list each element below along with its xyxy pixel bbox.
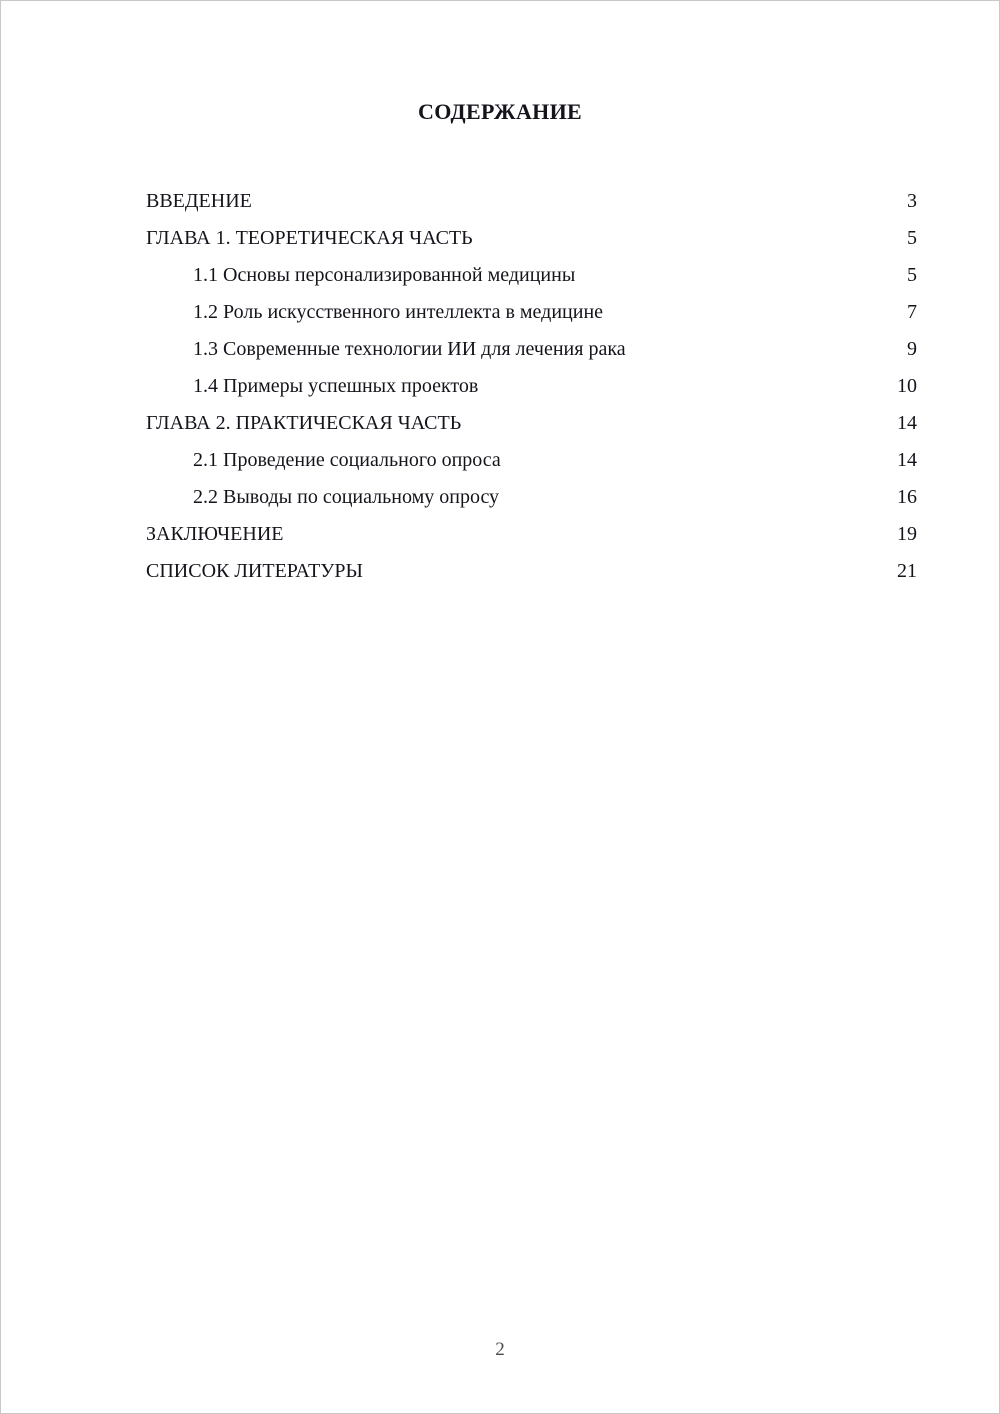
toc-entry xyxy=(146,479,917,516)
toc-entry xyxy=(146,183,917,220)
toc-entry-label: 1.4 Примеры успешных проектов xyxy=(193,375,479,397)
toc-entry xyxy=(146,405,917,442)
toc-entry xyxy=(146,220,917,257)
toc-entry-page: 9 xyxy=(907,338,917,360)
toc-entry-label: 2.2 Выводы по социальному опросу xyxy=(193,486,500,508)
toc-entry-label: 1.1 Основы персонализированной медицины xyxy=(193,264,576,286)
toc-entry-label: 2.1 Проведение социального опроса xyxy=(193,449,501,471)
toc-entry-page: 5 xyxy=(907,227,917,249)
toc-entry-label: 1.2 Роль искусственного интеллекта в медицине xyxy=(193,301,604,323)
toc-entry-page: 14 xyxy=(897,449,917,471)
toc-entry-page: 3 xyxy=(907,190,917,212)
toc-entry xyxy=(146,331,917,368)
table-of-contents xyxy=(146,183,917,590)
toc-entry xyxy=(146,442,917,479)
toc-entry-page: 19 xyxy=(897,523,917,545)
toc-entry-label: ГЛАВА 2. ПРАКТИЧЕСКАЯ ЧАСТЬ xyxy=(146,412,462,434)
toc-entry xyxy=(146,257,917,294)
toc-entry-page: 14 xyxy=(897,412,917,434)
toc-entry xyxy=(146,294,917,331)
toc-entry-page: 5 xyxy=(907,264,917,286)
footer-page-number: 2 xyxy=(495,1339,505,1360)
toc-entry xyxy=(146,516,917,553)
toc-entry-label: ГЛАВА 1. ТЕОРЕТИЧЕСКАЯ ЧАСТЬ xyxy=(146,227,473,249)
toc-entry xyxy=(146,368,917,405)
toc-entry-label: СПИСОК ЛИТЕРАТУРЫ xyxy=(146,560,363,582)
toc-entry-page: 10 xyxy=(897,375,917,397)
toc-entry-label: ЗАКЛЮЧЕНИЕ xyxy=(146,523,284,545)
toc-entry-label: 1.3 Современные технологии ИИ для лечения рака xyxy=(193,338,626,360)
toc-entry xyxy=(146,553,917,590)
toc-entry-page: 21 xyxy=(897,560,917,582)
toc-entry-page: 7 xyxy=(907,301,917,323)
toc-entry-label: ВВЕДЕНИЕ xyxy=(146,190,252,212)
page-title: СОДЕРЖАНИЕ xyxy=(418,99,582,124)
toc-entry-page: 16 xyxy=(897,486,917,508)
